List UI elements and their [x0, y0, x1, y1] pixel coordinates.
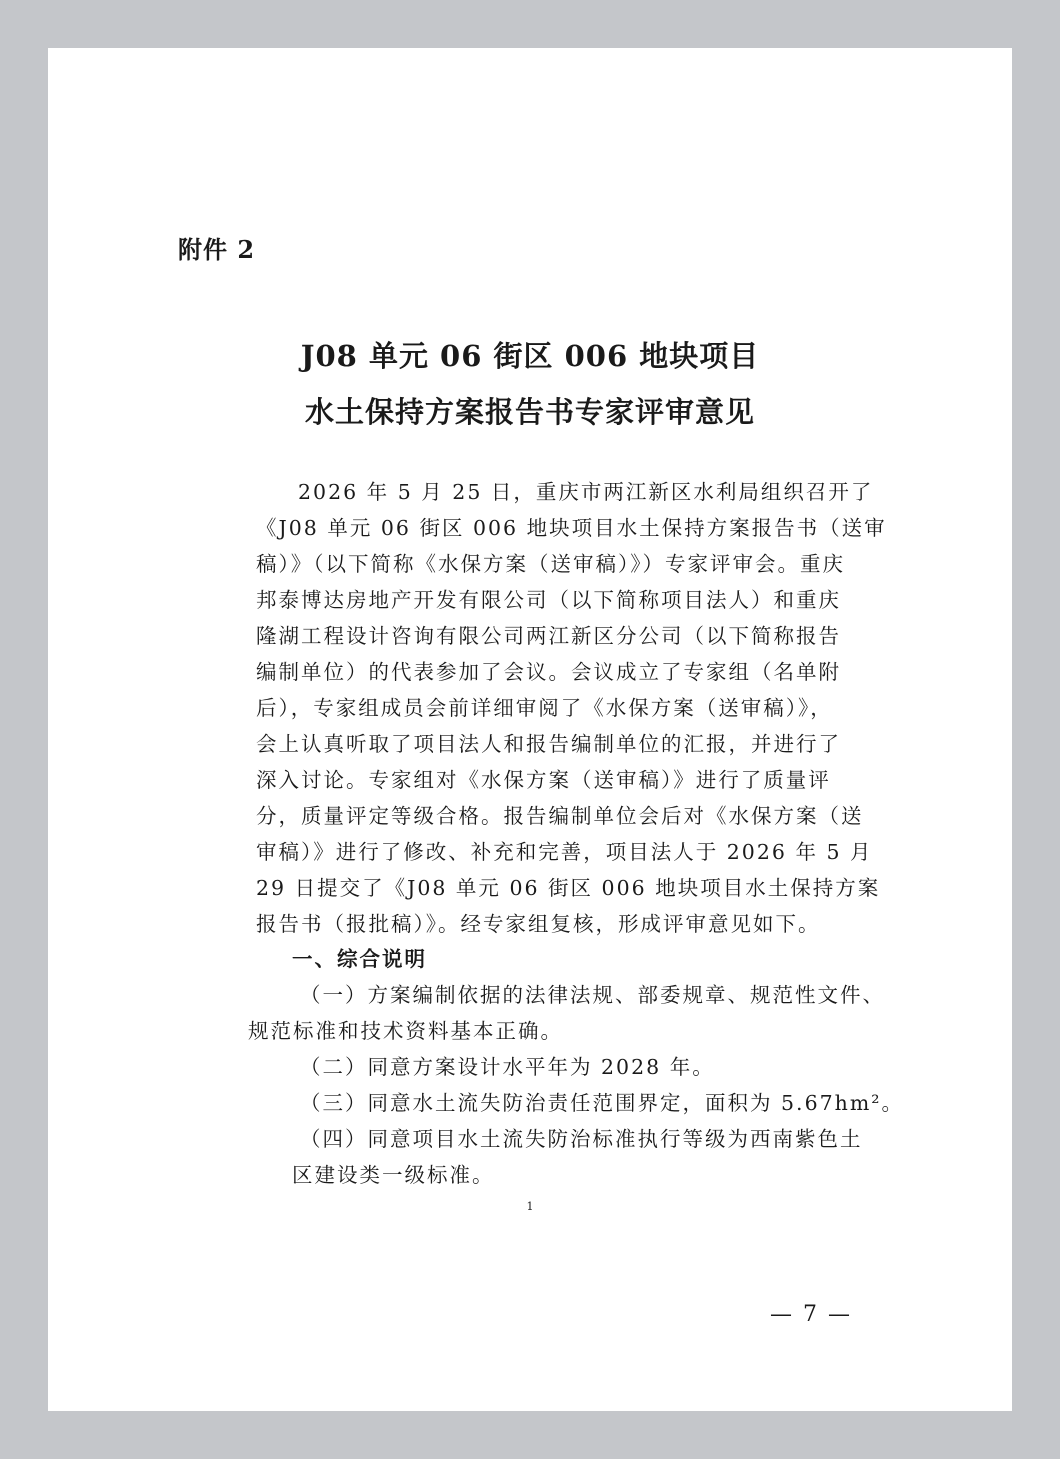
footnote-number: 1 — [526, 1200, 534, 1213]
item-1-line-1: （一）方案编制依据的法律法规、部委规章、规范性文件、 — [300, 983, 885, 1007]
paragraph-line: 邦泰博达房地产开发有限公司（以下简称项目法人）和重庆 — [256, 588, 841, 612]
document-title-line-2: 水土保持方案报告书专家评审意见 — [304, 395, 755, 429]
page-number: — 7 — — [770, 1302, 852, 1327]
paragraph-line: 报告书（报批稿）》。经专家组复核，形成评审意见如下。 — [256, 912, 821, 936]
item-4-line-1: （四）同意项目水土流失防治标准执行等级为西南紫色土 — [300, 1127, 863, 1151]
paragraph-line: 审稿）》进行了修改、补充和完善，项目法人于 2026 年 5 月 — [256, 840, 873, 864]
attachment-label: 附件 2 — [178, 235, 256, 264]
paragraph-line: 会上认真听取了项目法人和报告编制单位的汇报，并进行了 — [256, 732, 841, 756]
paragraph-line: 分，质量评定等级合格。报告编制单位会后对《水保方案（送 — [256, 804, 864, 828]
section-heading: 一、综合说明 — [292, 947, 427, 971]
paragraph-line: 《J08 单元 06 街区 006 地块项目水土保持方案报告书（送审 — [256, 516, 887, 540]
document-page — [48, 48, 1012, 1411]
paragraph-line: 2026 年 5 月 25 日，重庆市两江新区水利局组织召开了 — [298, 480, 874, 504]
item-3: （三）同意水土流失防治责任范围界定，面积为 5.67hm²。 — [300, 1091, 905, 1115]
item-1-line-2: 规范标准和技术资料基本正确。 — [248, 1019, 563, 1043]
paragraph-line: 编制单位）的代表参加了会议。会议成立了专家组（名单附 — [256, 660, 841, 684]
document-title-line-1: J08 单元 06 街区 006 地块项目 — [300, 339, 760, 373]
item-2: （二）同意方案设计水平年为 2028 年。 — [300, 1055, 715, 1079]
paragraph-line: 深入讨论。专家组对《水保方案（送审稿）》进行了质量评 — [256, 768, 831, 792]
paragraph-line: 29 日提交了《J08 单元 06 街区 006 地块项目水土保持方案 — [256, 876, 881, 900]
paragraph-line: 隆湖工程设计咨询有限公司两江新区分公司（以下简称报告 — [256, 624, 841, 648]
paragraph-line: 后），专家组成员会前详细审阅了《水保方案（送审稿）》， — [256, 696, 833, 720]
item-4-line-2: 区建设类一级标准。 — [292, 1163, 495, 1187]
paragraph-line: 稿）》（以下简称《水保方案（送审稿）》）专家评审会。重庆 — [256, 552, 845, 576]
